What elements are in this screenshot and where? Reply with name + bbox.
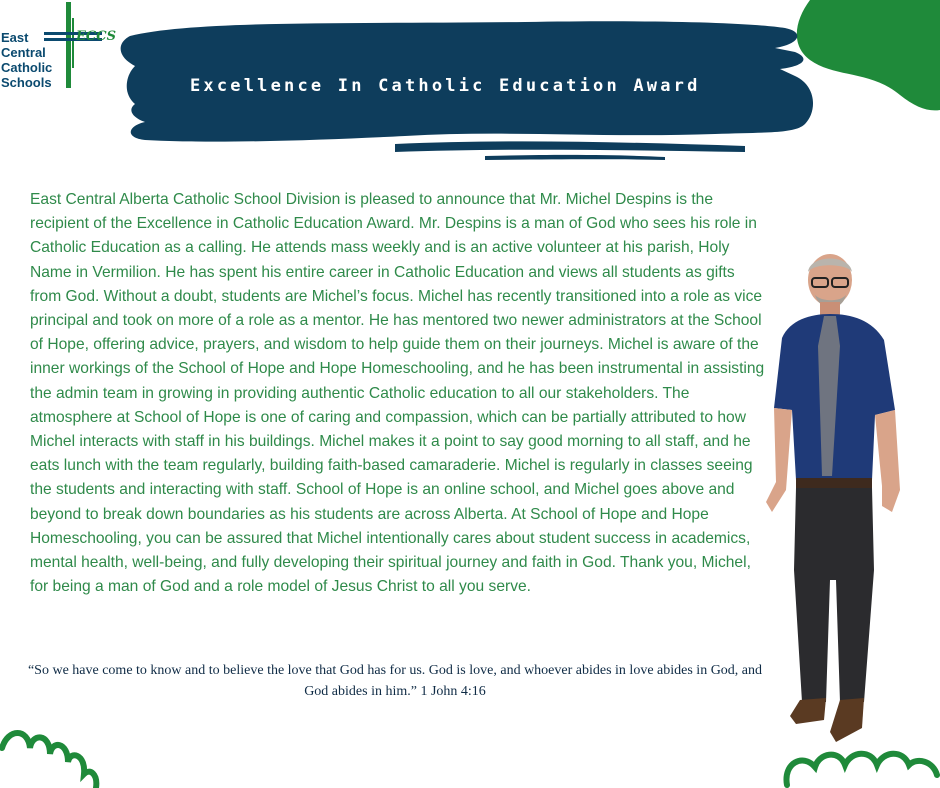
logo-line: Schools <box>1 75 52 90</box>
svg-text:ECCS: ECCS <box>76 29 116 44</box>
logo-line: East <box>1 30 29 45</box>
logo-text <box>1 30 52 90</box>
squiggle-decoration <box>775 735 940 788</box>
page-title: Excellence In Catholic Education Award <box>190 76 701 96</box>
award-announcement-text: East Central Alberta Catholic School Division is pleased to announce that Mr. Michel Despins is the recipient of the Excellence in Catholic Education Award. Mr. Despins is a man of God who sees his role in Catholic Education as a calling. He attends mass weekly and is an active volunteer at his parish, Holy Name in Vermilion. He has spent his entire career in Catholic Education and views all students as gifts from God. Without a doubt, students are Michel’s focus. Michel has recently transitioned into a role as vice principal and took on more of a role as a mentor. He has mentored two newer administrators at the School of Hope, offering advice, prayers, and wisdom to help guide them on their journeys. Michel is aware of the inner workings of the School of Hope and Hope Homeschooling, and he has been instrumental in assisting the admin team in growing in providing authentic Catholic education to all our stakeholders. The atmosphere at School of Hope is one of caring and compassion, which can be partially attributed to how Michel interacts with staff in his buildings. Michel makes it a point to say good morning to all staff, and he eats lunch with the team regularly, building faith-based camaraderie. Michel is regularly in classes seeing the students and interacting with staff. School of Hope is an online school, and Michel goes above and beyond to break down boundaries as his students are across Alberta. At School of Hope and Hope Homeschooling, you can be assured that Michel intentionally cares about student success in academics, mental health, well-being, and fully developing their spiritual journey and faith in God. Thank you, Michel, for being a man of God and a role model of Jesus Christ to all you serve. <box>30 191 765 596</box>
logo-line: Central <box>1 45 46 60</box>
logo-line: Catholic <box>1 60 53 75</box>
squiggle-decoration <box>0 718 110 788</box>
recipient-photo <box>760 250 920 755</box>
division-logo <box>0 0 116 95</box>
scripture-quote: “So we have come to know and to believe the love that God has for us. God is love, and whoever abides in love abides in God, and God abides in him.” 1 John 4:16 <box>27 663 763 699</box>
